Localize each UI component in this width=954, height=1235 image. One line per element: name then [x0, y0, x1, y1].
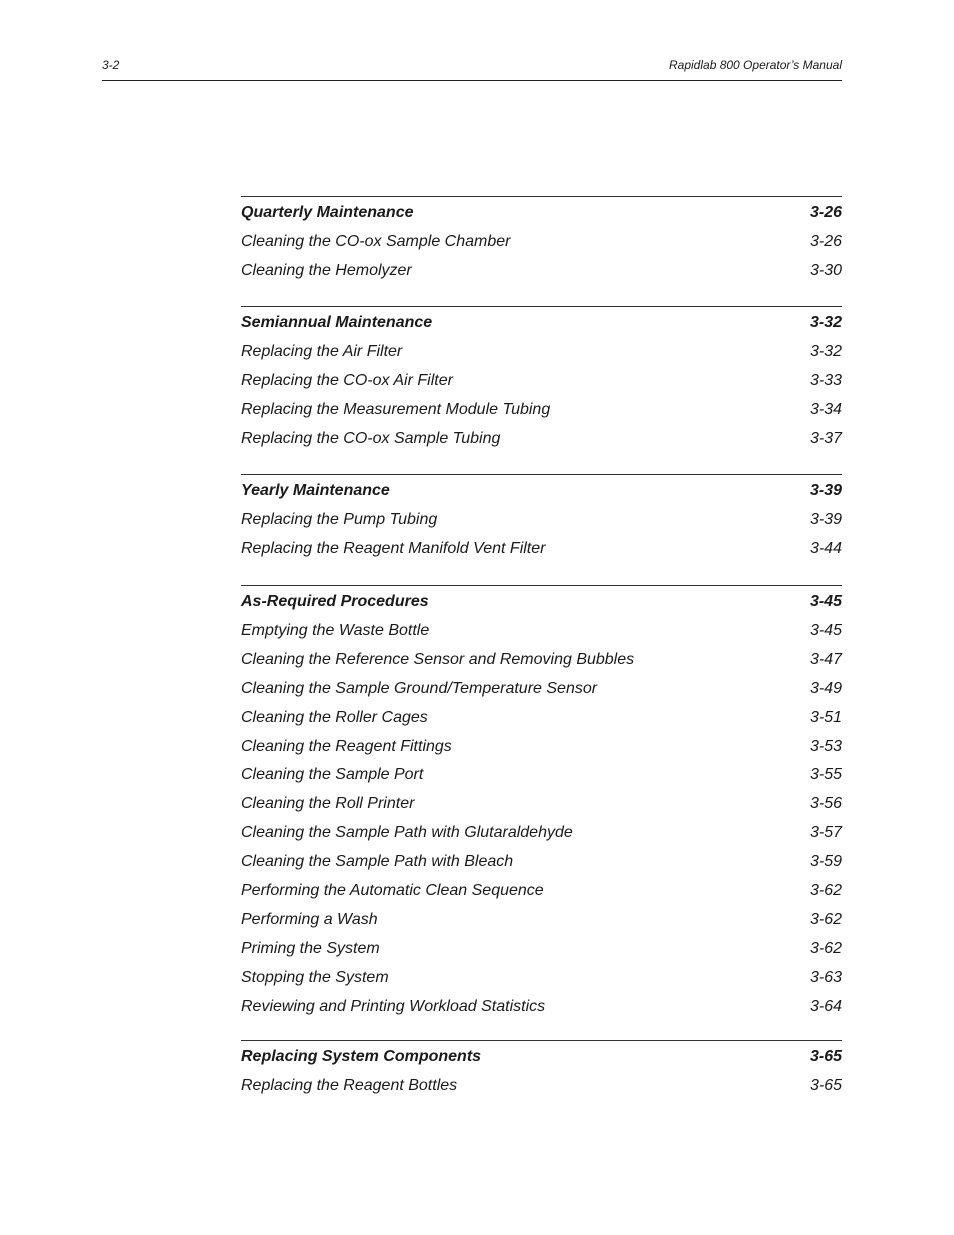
toc-entry-label: Cleaning the Roll Printer: [241, 795, 415, 813]
toc-entry-page: 3-30: [809, 261, 842, 279]
toc-entry-label: Cleaning the Sample Port: [241, 766, 424, 784]
toc-entry-label: Replacing the Reagent Bottles: [241, 1076, 458, 1094]
toc-section: [241, 585, 842, 1015]
toc-entry-page: 3-62: [809, 939, 842, 957]
toc-entry-page: 3-34: [809, 400, 842, 418]
toc-entry[interactable]: [241, 537, 842, 561]
toc-entry-label: Cleaning the Hemolyzer: [241, 261, 412, 279]
toc-entry[interactable]: [241, 1074, 842, 1098]
toc-entry[interactable]: [241, 398, 842, 422]
toc-entry-label: Replacing the CO-ox Air Filter: [241, 371, 453, 389]
toc-section-heading[interactable]: [241, 1045, 842, 1069]
toc-entry-label: Cleaning the Sample Path with Bleach: [241, 853, 514, 871]
toc-entry-label: Cleaning the CO-ox Sample Chamber: [241, 232, 511, 250]
toc-section: [241, 474, 842, 557]
toc-heading-label: As-Required Procedures: [241, 593, 429, 610]
toc-entry[interactable]: [241, 706, 842, 730]
toc-heading-page: 3-32: [809, 314, 842, 331]
toc-section-heading[interactable]: [241, 479, 842, 503]
page-header: [102, 56, 842, 76]
toc-entry[interactable]: [241, 735, 842, 759]
toc-entry-page: 3-53: [809, 737, 842, 755]
toc-entry-label: Replacing the Pump Tubing: [241, 510, 438, 528]
toc-entry[interactable]: [241, 879, 842, 903]
toc-entry-label: Performing a Wash: [241, 910, 378, 928]
toc-entry-label: Performing the Automatic Clean Sequence: [241, 882, 544, 899]
toc-entry-label: Priming the System: [241, 939, 380, 957]
toc-section: [241, 196, 842, 279]
toc-entry-page: 3-44: [809, 539, 842, 557]
toc-entry-page: 3-45: [809, 621, 842, 639]
toc-entry-label: Emptying the Waste Bottle: [241, 621, 430, 639]
toc-entry[interactable]: [241, 763, 842, 787]
toc-entry-page: 3-33: [809, 371, 842, 389]
toc-entry-page: 3-39: [809, 510, 842, 528]
toc-heading-page: 3-65: [809, 1048, 842, 1065]
toc-entry[interactable]: [241, 369, 842, 393]
toc-section-heading[interactable]: [241, 590, 842, 614]
toc-entry-page: 3-62: [809, 910, 842, 928]
toc-entry[interactable]: [241, 340, 842, 364]
page-number: 3-2: [102, 58, 120, 72]
toc-entry-page: 3-65: [809, 1076, 842, 1094]
toc-entry[interactable]: [241, 427, 842, 451]
toc-entry[interactable]: [241, 508, 842, 532]
toc-section: [241, 1040, 842, 1094]
toc-entry-page: 3-62: [809, 882, 842, 899]
toc-section-heading[interactable]: [241, 311, 842, 335]
toc-entry[interactable]: [241, 966, 842, 990]
toc-entry-label: Stopping the System: [241, 968, 389, 986]
toc-entry[interactable]: [241, 230, 842, 254]
toc-entry-page: 3-56: [809, 795, 842, 813]
toc-entry-label: Cleaning the Reference Sensor and Removing Bubbles: [241, 650, 635, 668]
header-divider: [102, 80, 842, 81]
toc-entry-label: Cleaning the Sample Path with Glutaraldehyde: [241, 824, 573, 842]
toc-heading-page: 3-26: [809, 204, 842, 221]
toc-entry[interactable]: [241, 908, 842, 932]
toc-entry-label: Replacing the Reagent Manifold Vent Filter: [241, 539, 546, 557]
toc-entry-page: 3-64: [809, 997, 842, 1015]
toc-entry-label: Replacing the Measurement Module Tubing: [241, 400, 551, 418]
toc-heading-page: 3-39: [809, 482, 842, 499]
toc-entry-label: Reviewing and Printing Workload Statistics: [241, 997, 546, 1015]
toc-entry[interactable]: [241, 821, 842, 845]
toc-entry[interactable]: [241, 677, 842, 701]
toc-entry[interactable]: [241, 937, 842, 961]
toc-entry-page: 3-51: [809, 708, 842, 726]
toc-heading-page: 3-45: [809, 593, 842, 610]
toc-entry-page: 3-49: [809, 679, 842, 697]
toc-entry-label: Cleaning the Roller Cages: [241, 708, 428, 726]
toc-entry-page: 3-26: [809, 232, 842, 250]
toc-entry[interactable]: [241, 619, 842, 643]
toc-entry-page: 3-47: [809, 650, 842, 668]
toc-entry-page: 3-59: [809, 853, 842, 871]
toc-entry-page: 3-37: [809, 429, 842, 447]
toc-heading-label: Quarterly Maintenance: [241, 204, 414, 221]
toc-entry-page: 3-32: [809, 342, 842, 360]
toc-heading-label: Semiannual Maintenance: [241, 314, 433, 331]
toc-entry-page: 3-55: [809, 766, 842, 784]
toc-entry[interactable]: [241, 259, 842, 283]
toc-heading-label: Replacing System Components: [241, 1048, 482, 1065]
toc-entry-page: 3-63: [809, 968, 842, 986]
toc-heading-label: Yearly Maintenance: [241, 482, 390, 499]
toc-entry[interactable]: [241, 792, 842, 816]
toc-entry[interactable]: [241, 995, 842, 1019]
toc-section: [241, 306, 842, 447]
toc-entry-page: 3-57: [809, 824, 842, 842]
toc-section-heading[interactable]: [241, 201, 842, 225]
toc-entry-label: Cleaning the Reagent Fittings: [241, 737, 452, 755]
toc-entry[interactable]: [241, 648, 842, 672]
manual-title: Rapidlab 800 Operator’s Manual: [669, 58, 842, 72]
toc-entry-label: Replacing the CO-ox Sample Tubing: [241, 429, 501, 447]
toc-entry-label: Replacing the Air Filter: [241, 342, 403, 360]
toc-entry[interactable]: [241, 850, 842, 874]
toc-entry-label: Cleaning the Sample Ground/Temperature Sensor: [241, 679, 598, 697]
